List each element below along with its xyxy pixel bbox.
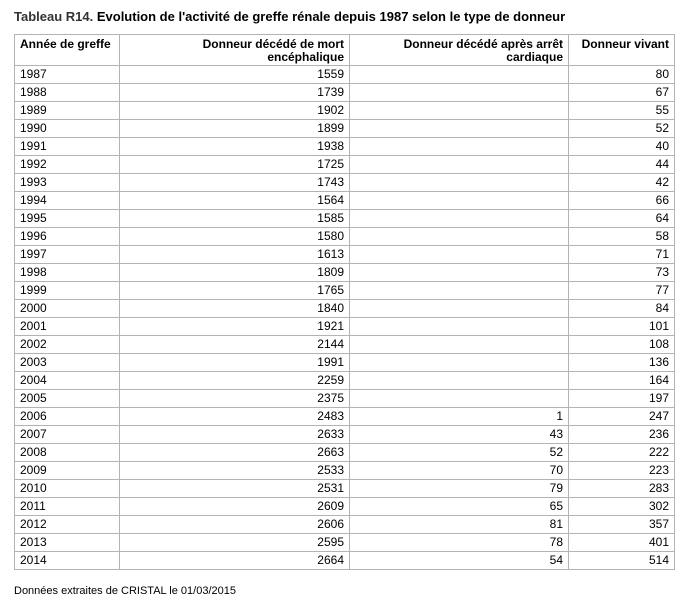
cell-brain-death-donor: 1585 xyxy=(120,210,350,228)
cell-year: 2000 xyxy=(15,300,120,318)
cell-brain-death-donor: 1938 xyxy=(120,138,350,156)
cell-year: 2012 xyxy=(15,516,120,534)
cell-year: 2003 xyxy=(15,354,120,372)
table-row xyxy=(15,174,675,192)
table-row xyxy=(15,228,675,246)
table-row xyxy=(15,156,675,174)
cell-cardiac-arrest-donor: 52 xyxy=(350,444,569,462)
table-row xyxy=(15,66,675,84)
cell-cardiac-arrest-donor: 43 xyxy=(350,426,569,444)
table-row xyxy=(15,354,675,372)
cell-year: 1988 xyxy=(15,84,120,102)
cell-living-donor: 101 xyxy=(569,318,675,336)
cell-brain-death-donor: 2664 xyxy=(120,552,350,570)
cell-cardiac-arrest-donor xyxy=(350,84,569,102)
cell-brain-death-donor: 2375 xyxy=(120,390,350,408)
cell-brain-death-donor: 1743 xyxy=(120,174,350,192)
cell-brain-death-donor: 1725 xyxy=(120,156,350,174)
cell-cardiac-arrest-donor xyxy=(350,120,569,138)
table-row xyxy=(15,516,675,534)
table-row xyxy=(15,444,675,462)
table-title-text: Evolution de l'activité de greffe rénale depuis 1987 selon le type de donneur xyxy=(93,9,566,24)
table-title xyxy=(14,9,565,24)
cell-living-donor: 136 xyxy=(569,354,675,372)
cell-brain-death-donor: 2606 xyxy=(120,516,350,534)
cell-year: 2001 xyxy=(15,318,120,336)
cell-living-donor: 514 xyxy=(569,552,675,570)
cell-living-donor: 283 xyxy=(569,480,675,498)
table-row xyxy=(15,534,675,552)
cell-brain-death-donor: 2483 xyxy=(120,408,350,426)
cell-living-donor: 84 xyxy=(569,300,675,318)
table-row xyxy=(15,264,675,282)
cell-year: 1992 xyxy=(15,156,120,174)
source-note: Données extraites de CRISTAL le 01/03/2015 xyxy=(14,585,236,597)
cell-year: 2013 xyxy=(15,534,120,552)
cell-living-donor: 44 xyxy=(569,156,675,174)
cell-year: 1991 xyxy=(15,138,120,156)
cell-brain-death-donor: 2144 xyxy=(120,336,350,354)
cell-brain-death-donor: 1840 xyxy=(120,300,350,318)
cell-year: 1994 xyxy=(15,192,120,210)
cell-brain-death-donor: 1559 xyxy=(120,66,350,84)
table-row xyxy=(15,300,675,318)
table-row xyxy=(15,318,675,336)
cell-cardiac-arrest-donor: 70 xyxy=(350,462,569,480)
cell-brain-death-donor: 1765 xyxy=(120,282,350,300)
table-number: Tableau R14. xyxy=(14,9,94,24)
cell-cardiac-arrest-donor xyxy=(350,354,569,372)
cell-year: 1987 xyxy=(15,66,120,84)
cell-brain-death-donor: 2609 xyxy=(120,498,350,516)
cell-brain-death-donor: 1613 xyxy=(120,246,350,264)
table-row xyxy=(15,246,675,264)
cell-living-donor: 52 xyxy=(569,120,675,138)
cell-brain-death-donor: 1564 xyxy=(120,192,350,210)
cell-cardiac-arrest-donor xyxy=(350,138,569,156)
table-row xyxy=(15,480,675,498)
cell-year: 2002 xyxy=(15,336,120,354)
cell-living-donor: 66 xyxy=(569,192,675,210)
table-row xyxy=(15,210,675,228)
cell-year: 2009 xyxy=(15,462,120,480)
cell-brain-death-donor: 1580 xyxy=(120,228,350,246)
table-row xyxy=(15,120,675,138)
cell-living-donor: 40 xyxy=(569,138,675,156)
cell-living-donor: 222 xyxy=(569,444,675,462)
cell-living-donor: 55 xyxy=(569,102,675,120)
cell-living-donor: 73 xyxy=(569,264,675,282)
cell-brain-death-donor: 2663 xyxy=(120,444,350,462)
cell-cardiac-arrest-donor xyxy=(350,282,569,300)
cell-brain-death-donor: 2259 xyxy=(120,372,350,390)
cell-year: 2014 xyxy=(15,552,120,570)
cell-brain-death-donor: 2633 xyxy=(120,426,350,444)
cell-brain-death-donor: 2595 xyxy=(120,534,350,552)
cell-cardiac-arrest-donor xyxy=(350,318,569,336)
cell-living-donor: 357 xyxy=(569,516,675,534)
cell-year: 2008 xyxy=(15,444,120,462)
header-brain-death-donor: Donneur décédé de mort encéphalique xyxy=(120,35,350,66)
cell-brain-death-donor: 1899 xyxy=(120,120,350,138)
cell-year: 1996 xyxy=(15,228,120,246)
cell-year: 2005 xyxy=(15,390,120,408)
header-cardiac-arrest-donor: Donneur décédé après arrêt cardiaque xyxy=(350,35,569,66)
cell-cardiac-arrest-donor xyxy=(350,102,569,120)
cell-year: 2004 xyxy=(15,372,120,390)
table-row xyxy=(15,282,675,300)
cell-cardiac-arrest-donor xyxy=(350,372,569,390)
cell-brain-death-donor: 1921 xyxy=(120,318,350,336)
header-living-donor: Donneur vivant xyxy=(569,35,675,66)
cell-living-donor: 77 xyxy=(569,282,675,300)
cell-cardiac-arrest-donor xyxy=(350,300,569,318)
cell-brain-death-donor: 2531 xyxy=(120,480,350,498)
cell-brain-death-donor: 1991 xyxy=(120,354,350,372)
cell-cardiac-arrest-donor: 78 xyxy=(350,534,569,552)
cell-living-donor: 64 xyxy=(569,210,675,228)
cell-year: 2006 xyxy=(15,408,120,426)
table-header-row xyxy=(15,35,675,66)
cell-year: 1990 xyxy=(15,120,120,138)
table-row xyxy=(15,426,675,444)
cell-year: 1999 xyxy=(15,282,120,300)
cell-cardiac-arrest-donor: 1 xyxy=(350,408,569,426)
cell-living-donor: 108 xyxy=(569,336,675,354)
cell-cardiac-arrest-donor xyxy=(350,210,569,228)
cell-cardiac-arrest-donor: 81 xyxy=(350,516,569,534)
cell-living-donor: 236 xyxy=(569,426,675,444)
cell-year: 1989 xyxy=(15,102,120,120)
cell-cardiac-arrest-donor xyxy=(350,264,569,282)
cell-living-donor: 80 xyxy=(569,66,675,84)
cell-year: 1998 xyxy=(15,264,120,282)
cell-cardiac-arrest-donor xyxy=(350,66,569,84)
table-row xyxy=(15,552,675,570)
cell-brain-death-donor: 1902 xyxy=(120,102,350,120)
cell-cardiac-arrest-donor xyxy=(350,246,569,264)
cell-living-donor: 247 xyxy=(569,408,675,426)
cell-cardiac-arrest-donor: 54 xyxy=(350,552,569,570)
cell-cardiac-arrest-donor xyxy=(350,228,569,246)
table-row xyxy=(15,372,675,390)
cell-cardiac-arrest-donor: 65 xyxy=(350,498,569,516)
cell-brain-death-donor: 2533 xyxy=(120,462,350,480)
cell-living-donor: 58 xyxy=(569,228,675,246)
cell-cardiac-arrest-donor xyxy=(350,156,569,174)
cell-cardiac-arrest-donor xyxy=(350,174,569,192)
cell-living-donor: 197 xyxy=(569,390,675,408)
table-row xyxy=(15,138,675,156)
cell-cardiac-arrest-donor: 79 xyxy=(350,480,569,498)
cell-year: 1997 xyxy=(15,246,120,264)
cell-cardiac-arrest-donor xyxy=(350,192,569,210)
table-row xyxy=(15,192,675,210)
cell-cardiac-arrest-donor xyxy=(350,390,569,408)
table-row xyxy=(15,498,675,516)
cell-year: 1995 xyxy=(15,210,120,228)
cell-brain-death-donor: 1809 xyxy=(120,264,350,282)
table-row xyxy=(15,336,675,354)
table-row xyxy=(15,408,675,426)
cell-living-donor: 302 xyxy=(569,498,675,516)
cell-living-donor: 223 xyxy=(569,462,675,480)
header-year: Année de greffe xyxy=(15,35,120,66)
cell-living-donor: 164 xyxy=(569,372,675,390)
cell-year: 2007 xyxy=(15,426,120,444)
cell-cardiac-arrest-donor xyxy=(350,336,569,354)
cell-brain-death-donor: 1739 xyxy=(120,84,350,102)
cell-year: 1993 xyxy=(15,174,120,192)
cell-living-donor: 42 xyxy=(569,174,675,192)
table-body xyxy=(15,66,675,570)
table-row xyxy=(15,462,675,480)
cell-living-donor: 401 xyxy=(569,534,675,552)
cell-living-donor: 71 xyxy=(569,246,675,264)
table-row xyxy=(15,102,675,120)
cell-year: 2010 xyxy=(15,480,120,498)
graft-activity-table xyxy=(14,34,675,570)
table-row xyxy=(15,390,675,408)
cell-living-donor: 67 xyxy=(569,84,675,102)
cell-year: 2011 xyxy=(15,498,120,516)
table-row xyxy=(15,84,675,102)
